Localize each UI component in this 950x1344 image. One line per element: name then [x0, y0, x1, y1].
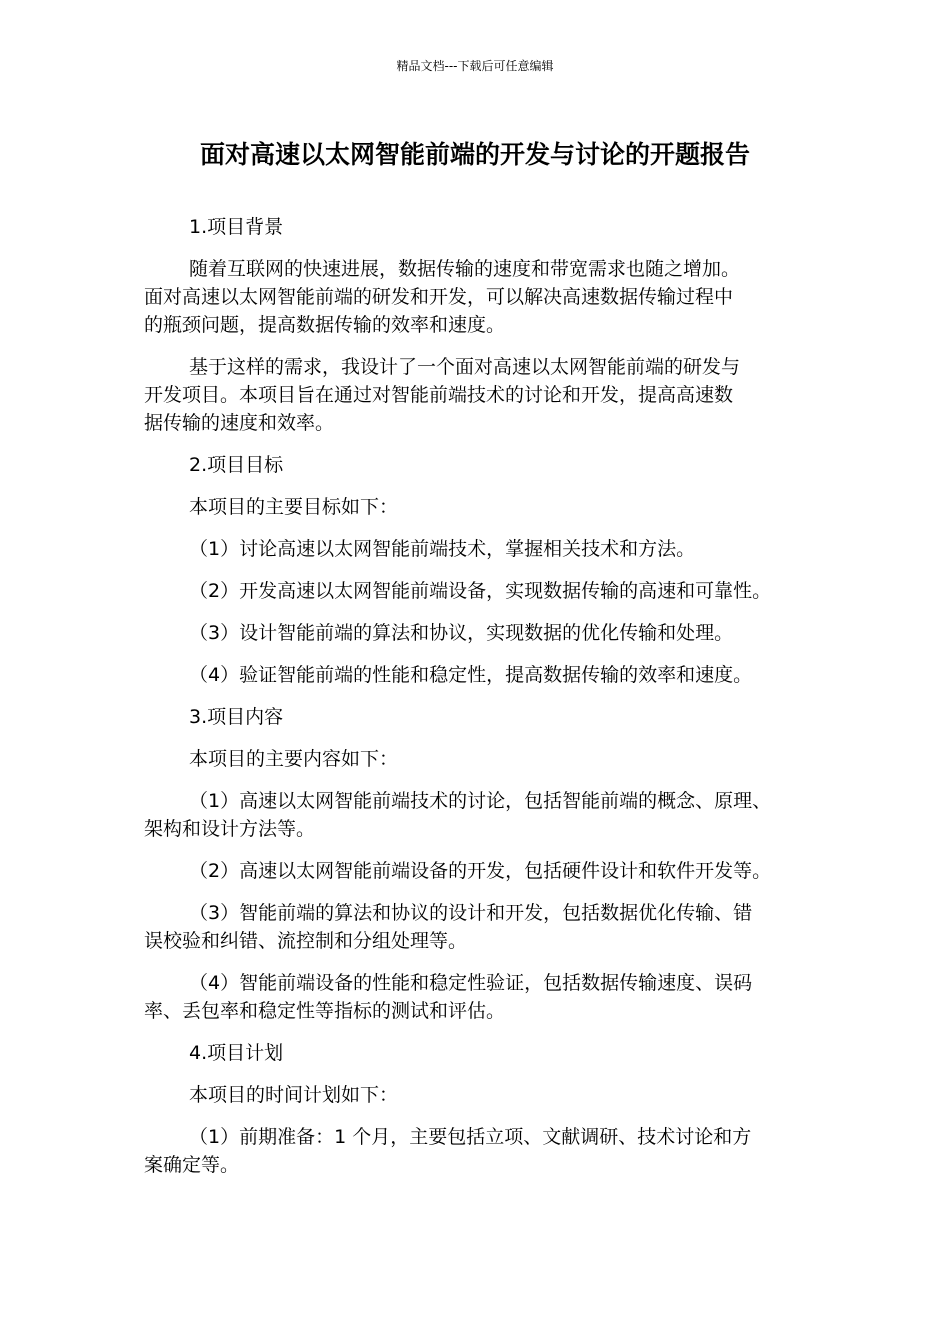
paragraph-plan-intro: 本项目的时间计划如下：: [189, 1084, 399, 1106]
list-item-content-1: （1）高速以太网智能前端技术的讨论，包括智能前端的概念、原理、 架构和设计方法等。: [144, 790, 772, 840]
paragraph-background-2: 基于这样的需求，我设计了一个面对高速以太网智能前端的研发与 开发项目。本项目旨在通过对智能前端技术的讨论和开发，提高高速数 据传输的速度和效率。: [144, 356, 741, 434]
list-item-goal-2: （2）开发高速以太网智能前端设备，实现数据传输的高速和可靠性。: [189, 580, 772, 602]
list-item-goal-1: （1）讨论高速以太网智能前端技术，掌握相关技术和方法。: [189, 538, 696, 560]
list-item-content-2: （2）高速以太网智能前端设备的开发，包括硬件设计和软件开发等。: [189, 860, 772, 882]
section-heading-content: 3.项目内容: [189, 706, 284, 728]
paragraph-background-1: 随着互联网的快速进展，数据传输的速度和带宽需求也随之增加。 面对高速以太网智能前端的研发和开发，可以解决高速数据传输过程中 的瓶颈问题，提高数据传输的效率和速度。: [144, 258, 741, 336]
document-title: 面对高速以太网智能前端的开发与讨论的开题报告: [199, 140, 750, 169]
list-item-plan-1: （1）前期准备：1 个月，主要包括立项、文献调研、技术讨论和方 案确定等。: [144, 1126, 752, 1176]
paragraph-goals-intro: 本项目的主要目标如下：: [189, 496, 399, 518]
paragraph-content-intro: 本项目的主要内容如下：: [189, 748, 399, 770]
list-item-content-4: （4）智能前端设备的性能和稳定性验证，包括数据传输速度、误码 率、丢包率和稳定性等指标的测试和评估。: [144, 972, 753, 1022]
list-item-goal-3: （3）设计智能前端的算法和协议，实现数据的优化传输和处理。: [189, 622, 734, 644]
section-heading-background: 1.项目背景: [189, 216, 284, 238]
list-item-content-3: （3）智能前端的算法和协议的设计和开发，包括数据优化传输、错 误校验和纠错、流控制和分组处理等。: [144, 902, 753, 952]
document-body: [144, 213, 824, 1193]
page-header: 精品文档---下载后可任意编辑: [396, 59, 554, 73]
list-item-goal-4: （4）验证智能前端的性能和稳定性，提高数据传输的效率和速度。: [189, 664, 753, 686]
section-heading-goals: 2.项目目标: [189, 454, 284, 476]
section-heading-plan: 4.项目计划: [189, 1042, 284, 1064]
